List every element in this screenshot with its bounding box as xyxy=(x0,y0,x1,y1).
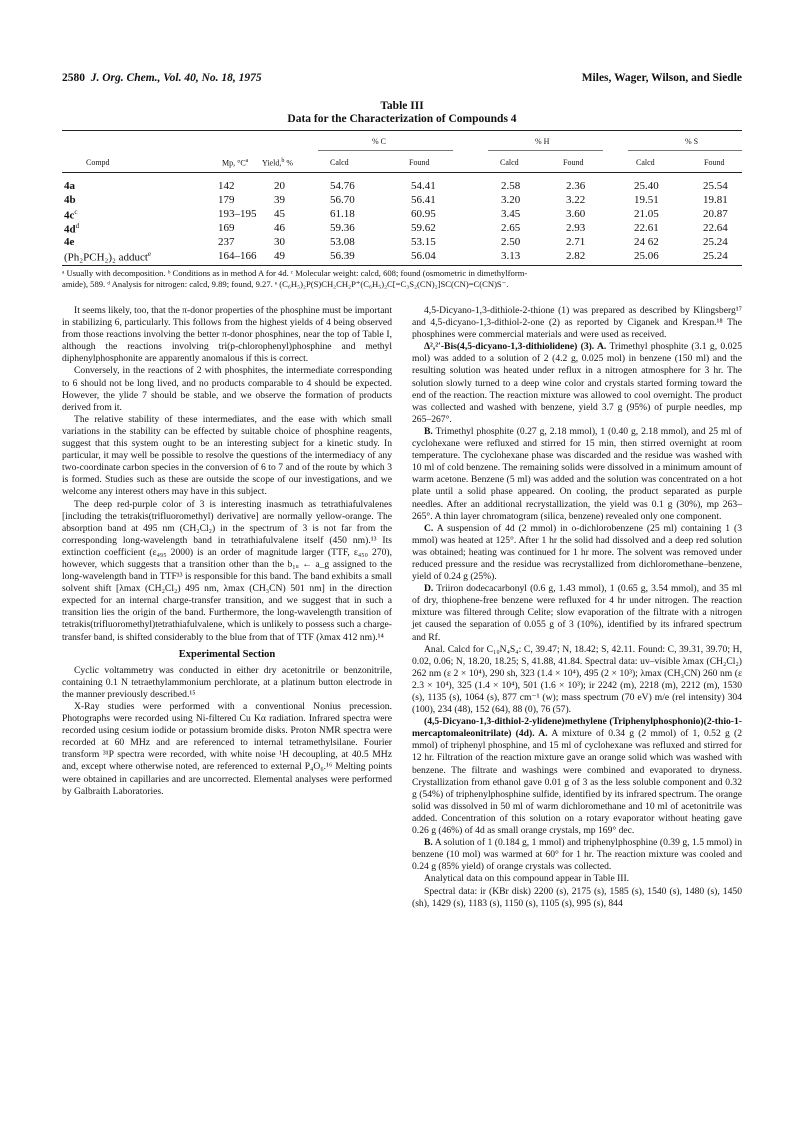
table-title-block xyxy=(62,100,742,126)
procedure-heading: Δ²,²′-Bis(4,5-dicyano-1,3-dithiolidene) (3). A. xyxy=(424,341,607,353)
experimental-paragraph: Cyclic voltammetry was conducted in either dry acetonitrile or benzonitrile, containing 0.1 N tetraethylammonium perchlorate, at a platinum button electrode in the manner previously described.¹⁵ xyxy=(62,664,392,700)
row-mp: 237 xyxy=(218,236,235,248)
header-left xyxy=(62,72,262,84)
table-header-rule xyxy=(62,172,742,173)
row-s-found: 19.81 xyxy=(703,194,728,206)
body-paragraph: It seems likely, too, that the π-donor properties of the phosphine must be important in stabilizing 6, particularly. This follows from the highest yields of 4 being observed from those reactions involving the better π-donor phosphines, near the top of Table I, although the reactions involving tri(p-chlorophenyl)phosphine and methyl diphenylphosphonite are apparently anomalous if this is correct. xyxy=(62,305,392,365)
procedure-paragraph: B. Trimethyl phosphite (0.27 g, 2.18 mmol), 1 (0.40 g, 2.18 mmol), and 25 ml of cyclohexane were refluxed and stirred for 15 min, then stirred overnight at room temperature. The cyclohexane phase was discarded and the residue was washed with 10 ml of cold benzene. The remaining solids were dissolved in a minimum amount of warm acetone. Benzene (5 ml) was added and the solution was concentrated on a hot plate until a solid phase appeared. On cooling, the product separated as purple needles. After an additional recrystallization, the yield was 0.1 g (30%), mp 263–265°. A thin layer chromatogram (silica, benzene) revealed only one component. xyxy=(412,425,742,522)
row-s-calcd: 21.05 xyxy=(634,208,659,220)
row-compd: 4a xyxy=(64,180,75,192)
body-paragraph: The relative stability of these intermediates, and the ease with which small variations in the stability can be effected by suitable choice of phosphine reagents, suggest that this system ought to be an interesting subject for a kinetic study. In particular, it may well be possible to resolve the questions of the intermediacy of any two-coordinate carbon species in the conversion of 6 to 7 and of the route by which 3 is formed. Studies such as these are outside the scope of our investigations, and we welcome any interest others may have in this subject. xyxy=(62,413,392,498)
row-c-found: 56.04 xyxy=(411,250,436,262)
analysis-paragraph: Anal. Calcd for C₁₀N₄S₄: C, 39.47; N, 18.42; S, 42.11. Found: C, 39.31, 39.70; H, 0.02, 0.06; N, 18.20, 18.25; S, 41.88, 41.84. Spectral data: uv–visible λmax (CH₂Cl₂) 262 nm (ε 2 × 10⁴), 290 sh, 323 (1.4 × 10⁴), 495 (2 × 10³); λmax (CH₃CN) 260 nm (ε 2.3 × 10⁴), 325 (1.4 × 10⁴), 501 (1.6 × 10³); ir 2242 (m), 2218 (m), 2212 (m), 1530 (s), 1135 (s), 1064 (s), 877 cm⁻¹ (w); mass spectrum (70 eV) m/e (rel intensity) 304 (100), 234 (48), 152 (64), 88 (0), 76 (57). xyxy=(412,643,742,716)
col-header-h-found: Found xyxy=(563,158,584,167)
row-s-calcd: 25.06 xyxy=(634,250,659,262)
row-s-found: 25.24 xyxy=(703,236,728,248)
body-paragraph: Conversely, in the reactions of 2 with phosphites, the intermediate corresponding to 6 should not be long lived, and no products comparable to 4 should be expected. However, the ylide 7 should be stable, and we observe the formation of products derived from it. xyxy=(62,365,392,413)
procedure-heading: D. xyxy=(424,583,434,595)
row-mp: 193–195 xyxy=(218,208,257,220)
table-bottom-rule xyxy=(62,265,742,266)
col-header-yield: Yield,$^b$ % xyxy=(262,158,294,168)
procedure-heading: B. xyxy=(424,837,433,849)
row-yield: 45 xyxy=(274,208,285,220)
row-compd: $4c^c$ xyxy=(64,208,78,222)
row-s-found: 20.87 xyxy=(703,208,728,220)
row-h-calcd: 2.65 xyxy=(501,222,521,234)
table-caption: Data for the Characterization of Compounds 4 xyxy=(287,113,517,125)
procedure-paragraph: C. A suspension of 4d (2 mmol) in o-dichlorobenzene (25 ml) containing 1 (3 mmol) was heated at 125°. After 1 hr the solid had dissolved and a deep red solution was obtained; heating was continued for 1 hr more. The solvent was removed under reduced pressure and the residue was recrystallized from dichloromethane–benzene, yield of 0.24 g (25%). xyxy=(412,522,742,583)
row-c-calcd: 56.39 xyxy=(330,250,355,262)
experimental-paragraph: X-Ray studies were performed with a conventional Nonius precession. Photographs were recorded using Ni-filtered Cu Kα radiation. Infrared spectra were recorded using cesium iodide or potassium bromide disks. Proton NMR spectra were recorded at 60 MHz and are referenced to internal tetramethylsilane. Fourier transform ³¹P spectra were recorded, with white noise ¹H decoupling, at 40.5 MHz and, except where otherwise noted, are referenced to external P₄O₆.¹⁶ Melting points were obtained in capillaries and are uncorrected. Elemental analyses were performed by Galbraith Laboratories. xyxy=(62,701,392,797)
col-header-s-calcd: Calcd xyxy=(636,158,655,167)
journal-citation: J. Org. Chem., Vol. 40, No. 18, 1975 xyxy=(90,72,262,84)
table-footnotes xyxy=(62,268,742,290)
row-h-calcd: 2.50 xyxy=(501,236,521,248)
row-s-calcd: 19.51 xyxy=(634,194,659,206)
row-yield: 46 xyxy=(274,222,285,234)
col-header-mp: Mp, $^\circ C^a$ xyxy=(222,158,249,168)
procedure-paragraph: (4,5-Dicyano-1,3-dithiol-2-ylidene)methylene (Triphenylphosphonio)(2-thio-1-mercaptomaleonitrilate) (4d). A. A mixture of 0.34 g (2 mmol) of 1, 0.52 g (2 mmol) of triphenyl phosphine, and 15 ml of cyclohexane was refluxed and stirred for 12 hr. Filtration of the reaction mixture gave an orange solid which was washed with benzene. The filtrate and washings were combined and evaporated to dryness. Crystallization from ethanol gave 0.01 g of 3 as the less soluble component and 0.32 g (54%) of triphenylphosphine sulfide, identified by its infrared spectrum. The orange solid was dissolved in 50 ml of warm dichloromethane and 10 ml of acetonitrile was added. Concentration of this solution on a rotary evaporator without heating gave 0.26 g (46%) of 4d as small orange crystals, mp 169° dec. xyxy=(412,716,742,837)
procedure-paragraph: 4,5-Dicyano-1,3-dithiole-2-thione (1) was prepared as described by Klingsberg¹⁷ and 4,5-dicyano-1,3-dithiol-2-one (2) as reported by Ciganek and Krespan.¹⁸ The phosphines were commercial materials and were used as received. xyxy=(412,305,742,341)
row-yield: 39 xyxy=(274,194,285,206)
row-s-calcd: 25.40 xyxy=(634,180,659,192)
group-header-hydrogen: % H xyxy=(535,137,550,146)
row-s-found: 22.64 xyxy=(703,222,728,234)
left-column xyxy=(62,305,392,798)
row-h-found: 2.36 xyxy=(566,180,586,192)
row-yield: 30 xyxy=(274,236,285,248)
row-c-calcd: 53.08 xyxy=(330,236,355,248)
row-compd: $4d^d$ xyxy=(64,222,80,236)
analysis-paragraph: Analytical data on this compound appear in Table III. xyxy=(424,873,630,885)
row-yield: 49 xyxy=(274,250,285,262)
row-c-calcd: 56.70 xyxy=(330,194,355,206)
row-h-found: 3.60 xyxy=(566,208,586,220)
running-header xyxy=(62,72,742,88)
row-c-calcd: 54.76 xyxy=(330,180,355,192)
col-header-h-calcd: Calcd xyxy=(500,158,519,167)
spectral-paragraph: Spectral data: ir (KBr disk) 2200 (s), 2175 (s), 1585 (s), 1540 (s), 1480 (s), 1450 (sh), 1429 (s), 1183 (s), 1150 (s), 1105 (s), 995 (s), 844 xyxy=(412,885,742,909)
row-c-found: 54.41 xyxy=(411,180,436,192)
group-header-sulfur: % S xyxy=(685,137,699,146)
group-rule-sulfur xyxy=(628,150,742,151)
row-c-found: 56.41 xyxy=(411,194,436,206)
row-s-calcd: 24 62 xyxy=(634,236,659,248)
row-mp: 169 xyxy=(218,222,235,234)
page-number: 2580 xyxy=(62,72,85,84)
row-h-found: 3.22 xyxy=(566,194,586,206)
col-header-c-found: Found xyxy=(409,158,430,167)
row-h-calcd: 3.45 xyxy=(501,208,521,220)
row-s-found: 25.24 xyxy=(703,250,728,262)
row-mp: 142 xyxy=(218,180,235,192)
header-authors: Miles, Wager, Wilson, and Siedle xyxy=(581,72,742,84)
group-header-carbon: % C xyxy=(372,137,386,146)
row-compd: (Ph₂PCH₂)₂ adduct$^e$ xyxy=(64,250,152,264)
row-compd: 4e xyxy=(64,236,75,248)
table-number: Table III xyxy=(380,100,424,112)
col-header-s-found: Found xyxy=(704,158,725,167)
procedure-paragraph: Δ²,²′-Bis(4,5-dicyano-1,3-dithiolidene) (3). A. Trimethyl phosphite (3.1 g, 0.025 mol) was added to a solution of 2 (4.2 g, 0.025 mol) in benzene (150 ml) and the resulting solution was heated under reflux in a nitrogen atmosphere for 3 hr. The solution slowly turned to a deep wine color and crystals started forming toward the end of the reaction. The reaction mixture was allowed to cool overnight. The product was collected and washed with benzene, yield 3.7 g (95%) of purple needles, mp 265–267°. xyxy=(412,341,743,425)
row-s-found: 25.54 xyxy=(703,180,728,192)
procedure-paragraph: D. Triiron dodecacarbonyl (0.6 g, 1.43 mmol), 1 (0.65 g, 3.54 mmol), and 35 ml of dry, thiophene-free benzene were refluxed for 4 hr under nitrogen. The reaction mixture was filtered through Celite; slow evaporation of the filtrate with a nitrogen jet caused the separation of 0.055 g of 3 (10%), identified by its infrared spectrum and Rf. xyxy=(412,583,742,643)
row-compd: 4b xyxy=(64,194,76,206)
row-h-calcd: 3.20 xyxy=(501,194,521,206)
row-c-found: 59.62 xyxy=(411,222,436,234)
row-h-calcd: 3.13 xyxy=(501,250,521,262)
row-c-calcd: 61.18 xyxy=(330,208,355,220)
table-footnote-line: ᵃ Usually with decomposition. ᵇ Conditions as in method A for 4d. ᶜ Molecular weight: calcd, 608; found (osmometric in dimethylform- xyxy=(62,268,528,278)
col-header-compd: Compd xyxy=(86,158,110,167)
table-footnote-line: amide), 589. ᵈ Analysis for nitrogen: calcd, 9.89; found, 9.27. ᵉ (C₆H₅)₂P(S)CH₂CH₂P⁺(C₆H₅)₂C[=C₃S₂(CN)₂]SC(CN)=C(CN)S⁻. xyxy=(62,279,509,289)
row-h-found: 2.93 xyxy=(566,222,586,234)
row-mp: 164–166 xyxy=(218,250,257,262)
row-h-found: 2.82 xyxy=(566,250,586,262)
table-top-rule xyxy=(62,130,742,131)
row-c-found: 53.15 xyxy=(411,236,436,248)
body-paragraph: The deep red-purple color of 3 is interesting inasmuch as tetrathiafulvalenes [including the tetrakis(trifluoromethyl) derivative] are normally yellow-orange. The absorption band at 495 nm (CH₂Cl₂) in the spectrum of 3 is not far from the corresponding long-wavelength band in tetrathiafulvalene itself (450 nm).¹³ Its extinction coefficient (ε₄₉₅ 2000) is an order of magnitude larger (TTF, ε₄₅₀ 270), however, which suggests that a transition other than the b₁ᵤ ← a_g assigned to the long-wavelength band in TTF¹³ is responsible for this band. The band exhibits a small solvent shift [λmax (CH₂Cl₂) 495 nm, λmax (CH₃CN) 501 nm] in the direction expected for an internal charge-transfer transition, and we suggest that in such a transition lies the origin of the band. Furthermore, the long-wavelength transition of tetrakis(trifluoromethyl)tetrathiafulvalene, which is unlikely to possess such a charge-transfer band, is shifted considerably to the blue from that of TTF (λmax 412 nm).¹⁴ xyxy=(62,498,392,643)
row-s-calcd: 22.61 xyxy=(634,222,659,234)
procedure-paragraph: B. A solution of 1 (0.184 g, 1 mmol) and triphenylphosphine (0.39 g, 1.5 mmol) in benzene (10 mol) was warmed at 60° for 1 hr. The reaction mixture was cooled and 0.24 g (85% yield) of orange crystals was collected. xyxy=(412,837,742,873)
row-c-calcd: 59.36 xyxy=(330,222,355,234)
row-yield: 20 xyxy=(274,180,285,192)
procedure-heading: C. xyxy=(424,522,434,534)
procedure-heading: B. xyxy=(424,425,433,437)
row-h-calcd: 2.58 xyxy=(501,180,521,192)
group-rule-carbon xyxy=(318,150,453,151)
procedure-heading: (4,5-Dicyano-1,3-dithiol-2-ylidene)methylene (Triphenylphosphonio)(2-thio-1-mercaptomaleonitrilate) (4d). A. xyxy=(412,716,742,740)
row-h-found: 2.71 xyxy=(566,236,586,248)
group-rule-hydrogen xyxy=(488,150,603,151)
experimental-section-heading: Experimental Section xyxy=(178,648,276,660)
col-header-c-calcd: Calcd xyxy=(330,158,349,167)
row-mp: 179 xyxy=(218,194,235,206)
right-column xyxy=(412,305,742,910)
row-c-found: 60.95 xyxy=(411,208,436,220)
